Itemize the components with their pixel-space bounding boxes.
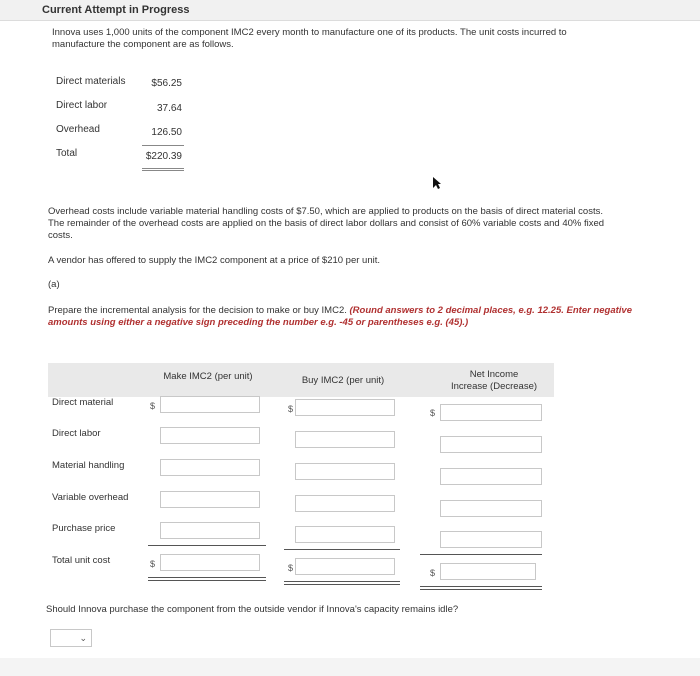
total-double-rule: [142, 168, 184, 171]
page-title: Current Attempt in Progress: [42, 4, 190, 16]
buy-direct-labor-input[interactable]: [295, 431, 395, 448]
col-net-line-1: Net Income: [469, 369, 519, 380]
currency-symbol: $: [288, 404, 294, 414]
instruction-bold-2: amounts using either a negative sign preceding the number e.g. -45 or parentheses e.g. (45).): [48, 317, 469, 328]
net-direct-labor-input[interactable]: [440, 436, 542, 453]
buy-total-unit-cost-input[interactable]: [295, 558, 395, 575]
table-header: [48, 363, 554, 397]
buy-sum-rule: [284, 549, 400, 550]
cost-label-direct-labor: Direct labor: [56, 100, 108, 111]
header-bar: [0, 0, 700, 21]
vendor-offer-text: A vendor has offered to supply the IMC2 component at a price of $210 per unit.: [48, 255, 381, 266]
net-purchase-price-input[interactable]: [440, 531, 542, 548]
buy-purchase-price-input[interactable]: [295, 526, 395, 543]
overhead-line-2: The remainder of the overhead costs are applied on the basis of direct labor dollars and consist of 60% variable costs and 40% fixed: [48, 218, 605, 229]
buy-direct-material-input[interactable]: [295, 399, 395, 416]
intro-line-1: Innova uses 1,000 units of the component IMC2 every month to manufacture one of its products. The unit costs incurred to: [52, 27, 567, 38]
make-total-unit-cost-input[interactable]: [160, 554, 260, 571]
net-material-handling-input[interactable]: [440, 468, 542, 485]
make-purchase-price-input[interactable]: [160, 522, 260, 539]
make-material-handling-input[interactable]: [160, 459, 260, 476]
bottom-band: [0, 658, 700, 676]
col-buy: Buy IMC2 (per unit): [301, 375, 385, 386]
instruction-line-1: [48, 305, 632, 317]
buy-material-handling-input[interactable]: [295, 463, 395, 480]
instruction-bold-1: (Round answers to 2 decimal places, e.g. 12.25. Enter negative: [349, 305, 632, 316]
net-sum-rule: [420, 554, 542, 555]
cost-value-direct-materials: $56.25: [151, 78, 182, 89]
make-total-double-rule: [148, 577, 266, 581]
net-variable-overhead-input[interactable]: [440, 500, 542, 517]
chevron-down-icon: ⌄: [79, 633, 87, 643]
cost-value-total: $220.39: [145, 151, 182, 162]
cost-value-direct-labor: 37.64: [156, 103, 182, 114]
subtotal-rule: [142, 145, 184, 146]
row-label-variable-overhead: Variable overhead: [52, 492, 129, 503]
net-total-unit-cost-input[interactable]: [440, 563, 536, 580]
buy-variable-overhead-input[interactable]: [295, 495, 395, 512]
currency-symbol: $: [150, 401, 156, 411]
cost-value-overhead: 126.50: [151, 127, 182, 138]
overhead-line-3: costs.: [48, 230, 73, 241]
net-direct-material-input[interactable]: [440, 404, 542, 421]
make-direct-labor-input[interactable]: [160, 427, 260, 444]
cost-label-overhead: Overhead: [56, 124, 100, 135]
row-label-direct-material: Direct material: [52, 397, 114, 408]
answer-select[interactable]: [50, 629, 92, 647]
make-sum-rule: [148, 545, 266, 546]
currency-symbol: $: [430, 408, 436, 418]
cost-label-direct-materials: Direct materials: [56, 76, 126, 87]
net-total-double-rule: [420, 586, 542, 590]
row-label-purchase-price: Purchase price: [52, 523, 116, 534]
currency-symbol: $: [288, 563, 294, 573]
row-label-material-handling: Material handling: [52, 460, 125, 471]
col-net-line-2: Increase (Decrease): [450, 381, 538, 392]
col-make: Make IMC2 (per unit): [163, 371, 253, 382]
row-label-total-unit-cost: Total unit cost: [52, 555, 111, 566]
make-variable-overhead-input[interactable]: [160, 491, 260, 508]
make-direct-material-input[interactable]: [160, 396, 260, 413]
instruction-normal: Prepare the incremental analysis for the decision to make or buy IMC2.: [48, 305, 347, 316]
question-text: Should Innova purchase the component from the outside vendor if Innova's capacity remains idle?: [46, 604, 459, 615]
mouse-cursor-icon: [432, 176, 442, 190]
overhead-line-1: Overhead costs include variable material handling costs of $7.50, which are applied to products on the basis of direct material costs.: [48, 206, 603, 217]
part-label: (a): [48, 279, 60, 290]
currency-symbol: $: [430, 568, 436, 578]
currency-symbol: $: [150, 559, 156, 569]
buy-total-double-rule: [284, 581, 400, 585]
cost-label-total: Total: [56, 148, 78, 159]
row-label-direct-labor: Direct labor: [52, 428, 101, 439]
intro-line-2: manufacture the component are as follows.: [52, 39, 234, 50]
